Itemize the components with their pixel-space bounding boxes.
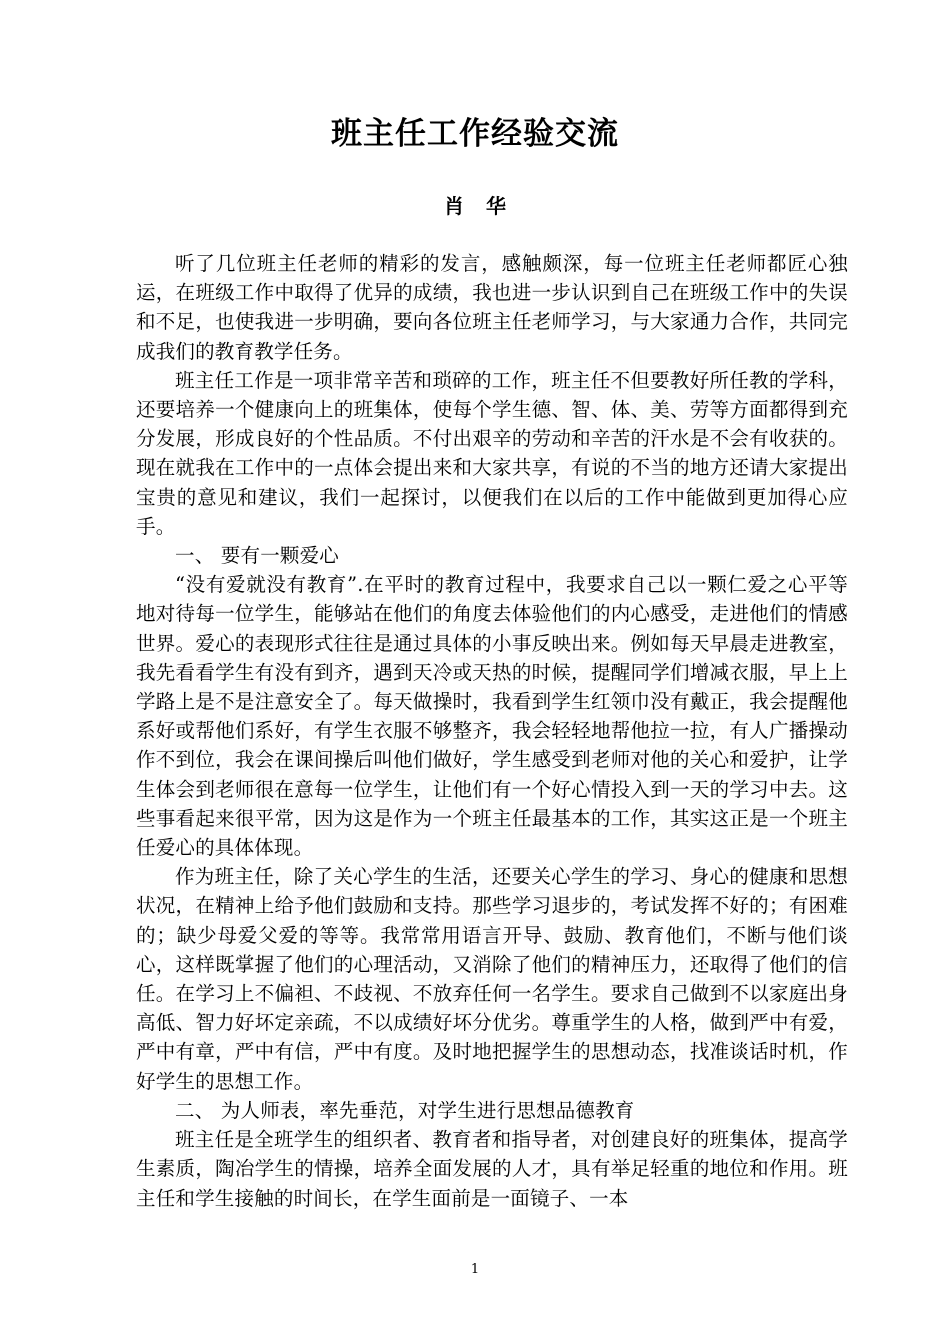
section-heading: 二、 为人师表，率先垂范，对学生进行思想品德教育 [175,1098,635,1122]
document-title: 班主任工作经验交流 [331,116,619,152]
paragraph: 班主任是全班学生的组织者、教育者和指导者，对创建良好的班集体，提高学生素质，陶冶学生的情操，培养全面发展的人才，具有举足轻重的地位和作用。班主任和学生接触的时间长，在学生面前是一面镜子、一本 [136,1128,848,1210]
section-heading: 一、 要有一颗爱心 [175,544,339,568]
paragraph: “没有爱就没有教育”.在平时的教育过程中，我要求自己以一颗仁爱之心平等地对待每一位学生，能够站在他们的角度去体验他们的内心感受，走进他们的情感世界。爱心的表现形式往往是通过具体的小事反映出来。例如每天早晨走进教室，我先看看学生有没有到齐，遇到天冷或天热的时候，提醒同学们增减衣服，早上上学路上是不是注意安全了。每天做操时，我看到学生红领巾没有戴正，我会提醒他系好或帮他们系好，有学生衣服不够整齐，我会轻轻地帮他拉一拉，有人广播操动作不到位，我会在课间操后叫他们做好，学生感受到老师对他的关心和爱护，让学生体会到老师很在意每一位学生，让他们有一个好心情投入到一天的学习中去。这些事看起来很平常，因为这是作为一个班主任最基本的工作，其实这正是一个班主任爱心的具体体现。 [136,573,848,860]
paragraph: 班主任工作是一项非常辛苦和琐碎的工作，班主任不但要教好所任教的学科，还要培养一个健康向上的班集体，使每个学生德、智、体、美、劳等方面都得到充分发展，形成良好的个性品质。不付出艰辛的劳动和辛苦的汗水是不会有收获的。现在就我在工作中的一点体会提出来和大家共享，有说的不当的地方还请大家提出宝贵的意见和建议，我们一起探讨，以便我们在以后的工作中能做到更加得心应手。 [136,368,848,538]
author-name: 肖华 [444,194,528,218]
paragraph: 作为班主任，除了关心学生的生活，还要关心学生的学习、身心的健康和思想状况，在精神上给予他们鼓励和支持。那些学习退步的，考试发挥不好的；有困难的；缺少母爱父爱的等等。我常常用语言开导、鼓励、教育他们，不断与他们谈心，这样既掌握了他们的心理活动，又消除了他们的精神压力，还取得了他们的信任。在学习上不偏袒、不歧视、不放弃任何一名学生。要求自己做到不以家庭出身高低、智力好坏定亲疏，不以成绩好坏分优劣。尊重学生的人格，做到严中有爱，严中有章，严中有信，严中有度。及时地把握学生的思想动态，找准谈话时机，作好学生的思想工作。 [136,865,848,1093]
document-body [136,249,848,1213]
paragraph: 听了几位班主任老师的精彩的发言，感触颇深，每一位班主任老师都匠心独运，在班级工作中取得了优异的成绩，我也进一步认识到自己在班级工作中的失误和不足，也使我进一步明确，要向各位班主任老师学习，与大家通力合作，共同完成我们的教育教学任务。 [136,252,848,363]
page-number: 1 [470,1262,480,1277]
